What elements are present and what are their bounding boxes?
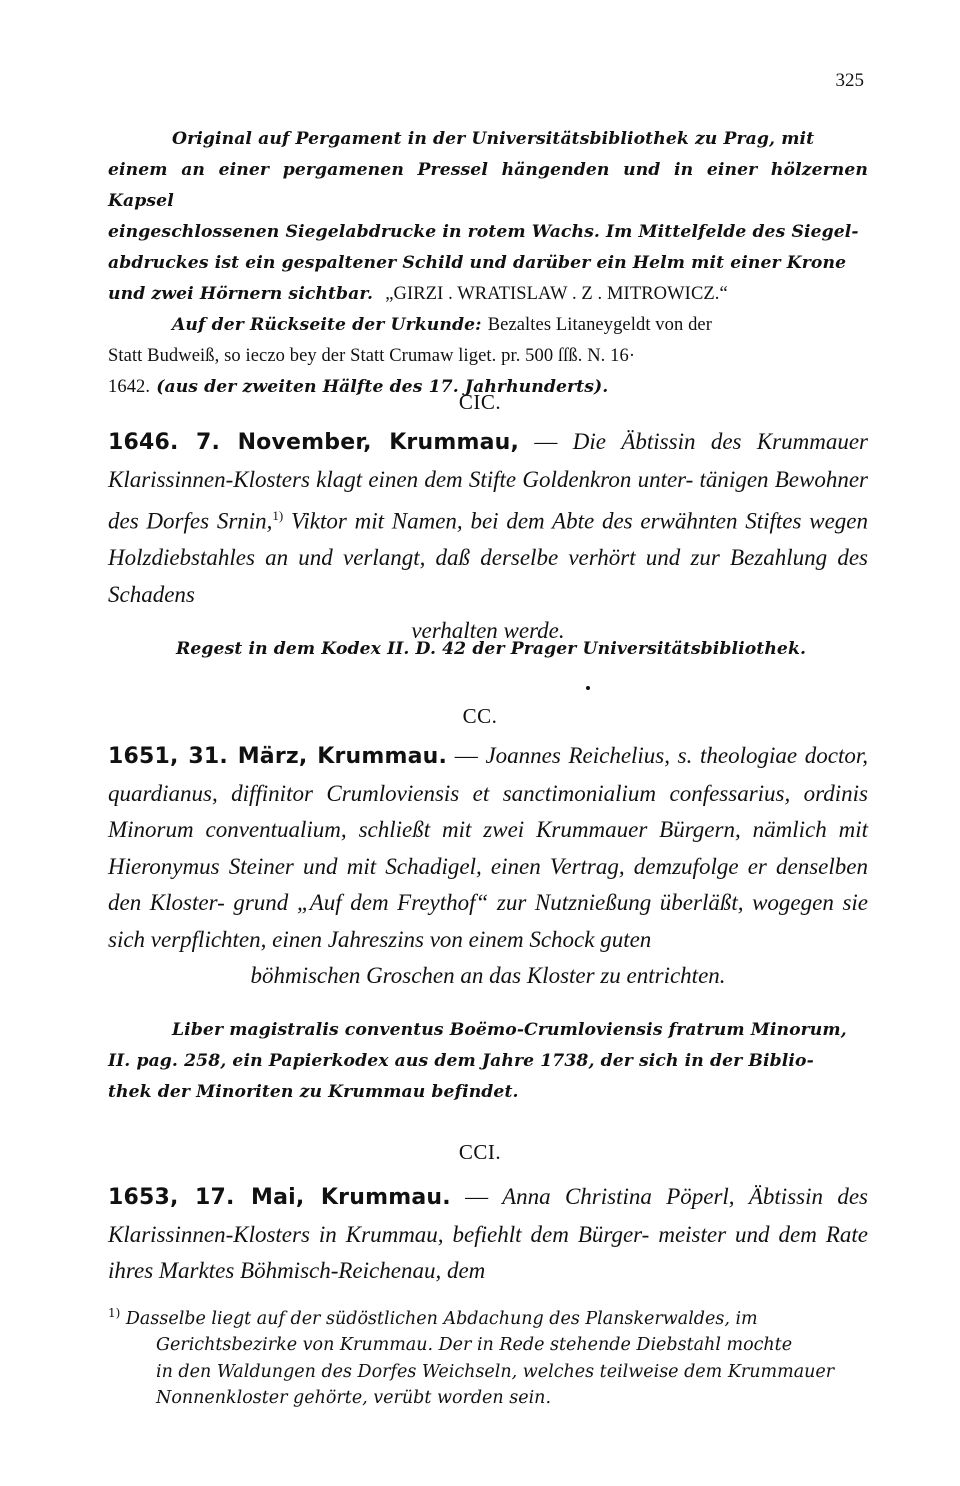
entry-text: Die Äbtissin des Krummauer [572, 429, 868, 454]
entry-text: grund „Auf dem Freythof“ zur Nutznießung überläßt, wogegen [233, 890, 834, 915]
entry-dash: — [534, 429, 558, 454]
section-number: CIC. [458, 390, 502, 414]
entry-text: böhmischen Groschen an das Kloster zu entrichten. [250, 963, 726, 988]
source-line: thek der Minoriten zu Krummau befindet. [108, 1082, 519, 1102]
entry-text: Anna Christina Pöperl, Äbtissin [502, 1184, 823, 1209]
entry-text: confessarius, ordinis Minorum conventualium, schließt mit zwei [108, 780, 868, 842]
entry-heading: 1646. 7. November, Krummau, [108, 430, 520, 455]
footnote-line: Nonnenkloster gehörte, verübt worden sein. [156, 1388, 552, 1409]
regest-entry [108, 738, 868, 995]
print-speck [586, 686, 590, 690]
section-number: CCI. [458, 1140, 502, 1164]
entry-text: verhalten werde. [411, 618, 565, 644]
footnote-line: in den Waldungen des Dorfes Weichseln, welches teilweise dem Krummauer [156, 1361, 835, 1382]
section-number: CC. [462, 704, 498, 728]
note-line: eingeschlossenen Siegelabdrucke in rotem Wachs. Im Mittelfelde des Siegel- [108, 222, 859, 242]
source-line: Regest in dem Kodex II. D. 42 der Prager Universitätsbibliothek. [176, 639, 807, 659]
footnote [108, 1300, 868, 1412]
entry-text: Klarissinnen-Klosters klagt einen dem Stifte Goldenkron unter- [108, 466, 694, 492]
entry-text: des Klarissinnen-Klosters in Krummau, befiehlt dem Bürger- [108, 1184, 869, 1247]
note-line: einem an einer pergamenen Pressel hängenden und in einer hölzernen Kapsel [108, 160, 868, 211]
source-note [108, 634, 868, 665]
footnote-line: Gerichtsbezirke von Krummau. Der in Rede stehende Diebstahl mochte [156, 1335, 793, 1356]
seal-inscription: „GIRZI . WRATISLAW . Z . MITROWICZ.“ [385, 284, 728, 304]
note-line: Original auf Pergament in der Universitätsbibliothek zu Prag, mit [172, 129, 815, 149]
entry-text: sie sich verpflichten, einen Jahreszins von einem Schock guten [108, 890, 869, 952]
verso-inscription: Statt Budweiß, so ieczo bey der Statt Crumaw liget. pr. 500 ſſß. N. 16· [108, 346, 636, 366]
entry-dash: — [465, 1184, 489, 1209]
archival-note [108, 124, 868, 403]
entry-text: Joannes Reichelius, s. theologiae [485, 743, 798, 768]
note-text: Auf der Rückseite der Urkunde: [172, 315, 482, 335]
entry-text: tänigen Bewohner des Dorfes Srnin, [108, 466, 869, 534]
entry-text: Krummauer Bürgern, nämlich mit Hieronymus Steiner und mit [108, 817, 869, 879]
note-line [108, 310, 868, 341]
entry-dash: — [454, 743, 478, 768]
note-text: und zwei Hörnern sichtbar. [108, 284, 374, 304]
footnote-line [108, 1300, 868, 1332]
regest-entry [108, 424, 868, 650]
entry-text: Schadigel, einen Vertrag, demzufolge er denselben den Kloster- [108, 853, 868, 915]
entry-text: meister und dem Rate ihres Marktes Böhmisch-Reichenau, dem [108, 1221, 868, 1283]
verso-inscription: 1642. [108, 377, 151, 397]
entry-heading: 1653, 17. Mai, Krummau. [108, 1185, 451, 1210]
regest-entry [108, 1179, 868, 1290]
note-line [108, 341, 868, 372]
entry-text: Viktor mit Namen, bei [291, 508, 499, 534]
source-line: II. pag. 258, ein Papierkodex aus dem Jahre 1738, der sich in der Biblio- [108, 1051, 814, 1071]
verso-inscription: Bezaltes Litaneygeldt von der [487, 315, 712, 335]
source-line: Liber magistralis conventus Boëmo-Crumloviensis fratrum Minorum, [172, 1020, 847, 1040]
page-number: 325 [835, 70, 864, 91]
footnote-reference[interactable]: 1) [272, 508, 284, 523]
footnote-text: Dasselbe liegt auf der südöstlichen Abdachung des Planskerwaldes, im [125, 1308, 758, 1329]
entry-text: doctor, quardianus, diffinitor Crumloviensis et sanctimonialium [108, 743, 869, 806]
note-text: (aus der zweiten Hälfte des 17. Jahrhunderts). [156, 377, 609, 397]
source-note [108, 1015, 868, 1108]
footnote-mark: 1) [108, 1306, 121, 1320]
entry-heading: 1651, 31. März, Krummau. [108, 744, 448, 769]
entry-text: dem Abte des erwähnten Stiftes wegen Holzdiebstahles an und [108, 508, 869, 571]
note-line [108, 279, 868, 310]
entry-text: verlangt, daß derselbe verhört und zur Bezahlung des Schadens [108, 545, 868, 607]
note-line: abdruckes ist ein gespaltener Schild und darüber ein Helm mit einer Krone [108, 253, 847, 273]
